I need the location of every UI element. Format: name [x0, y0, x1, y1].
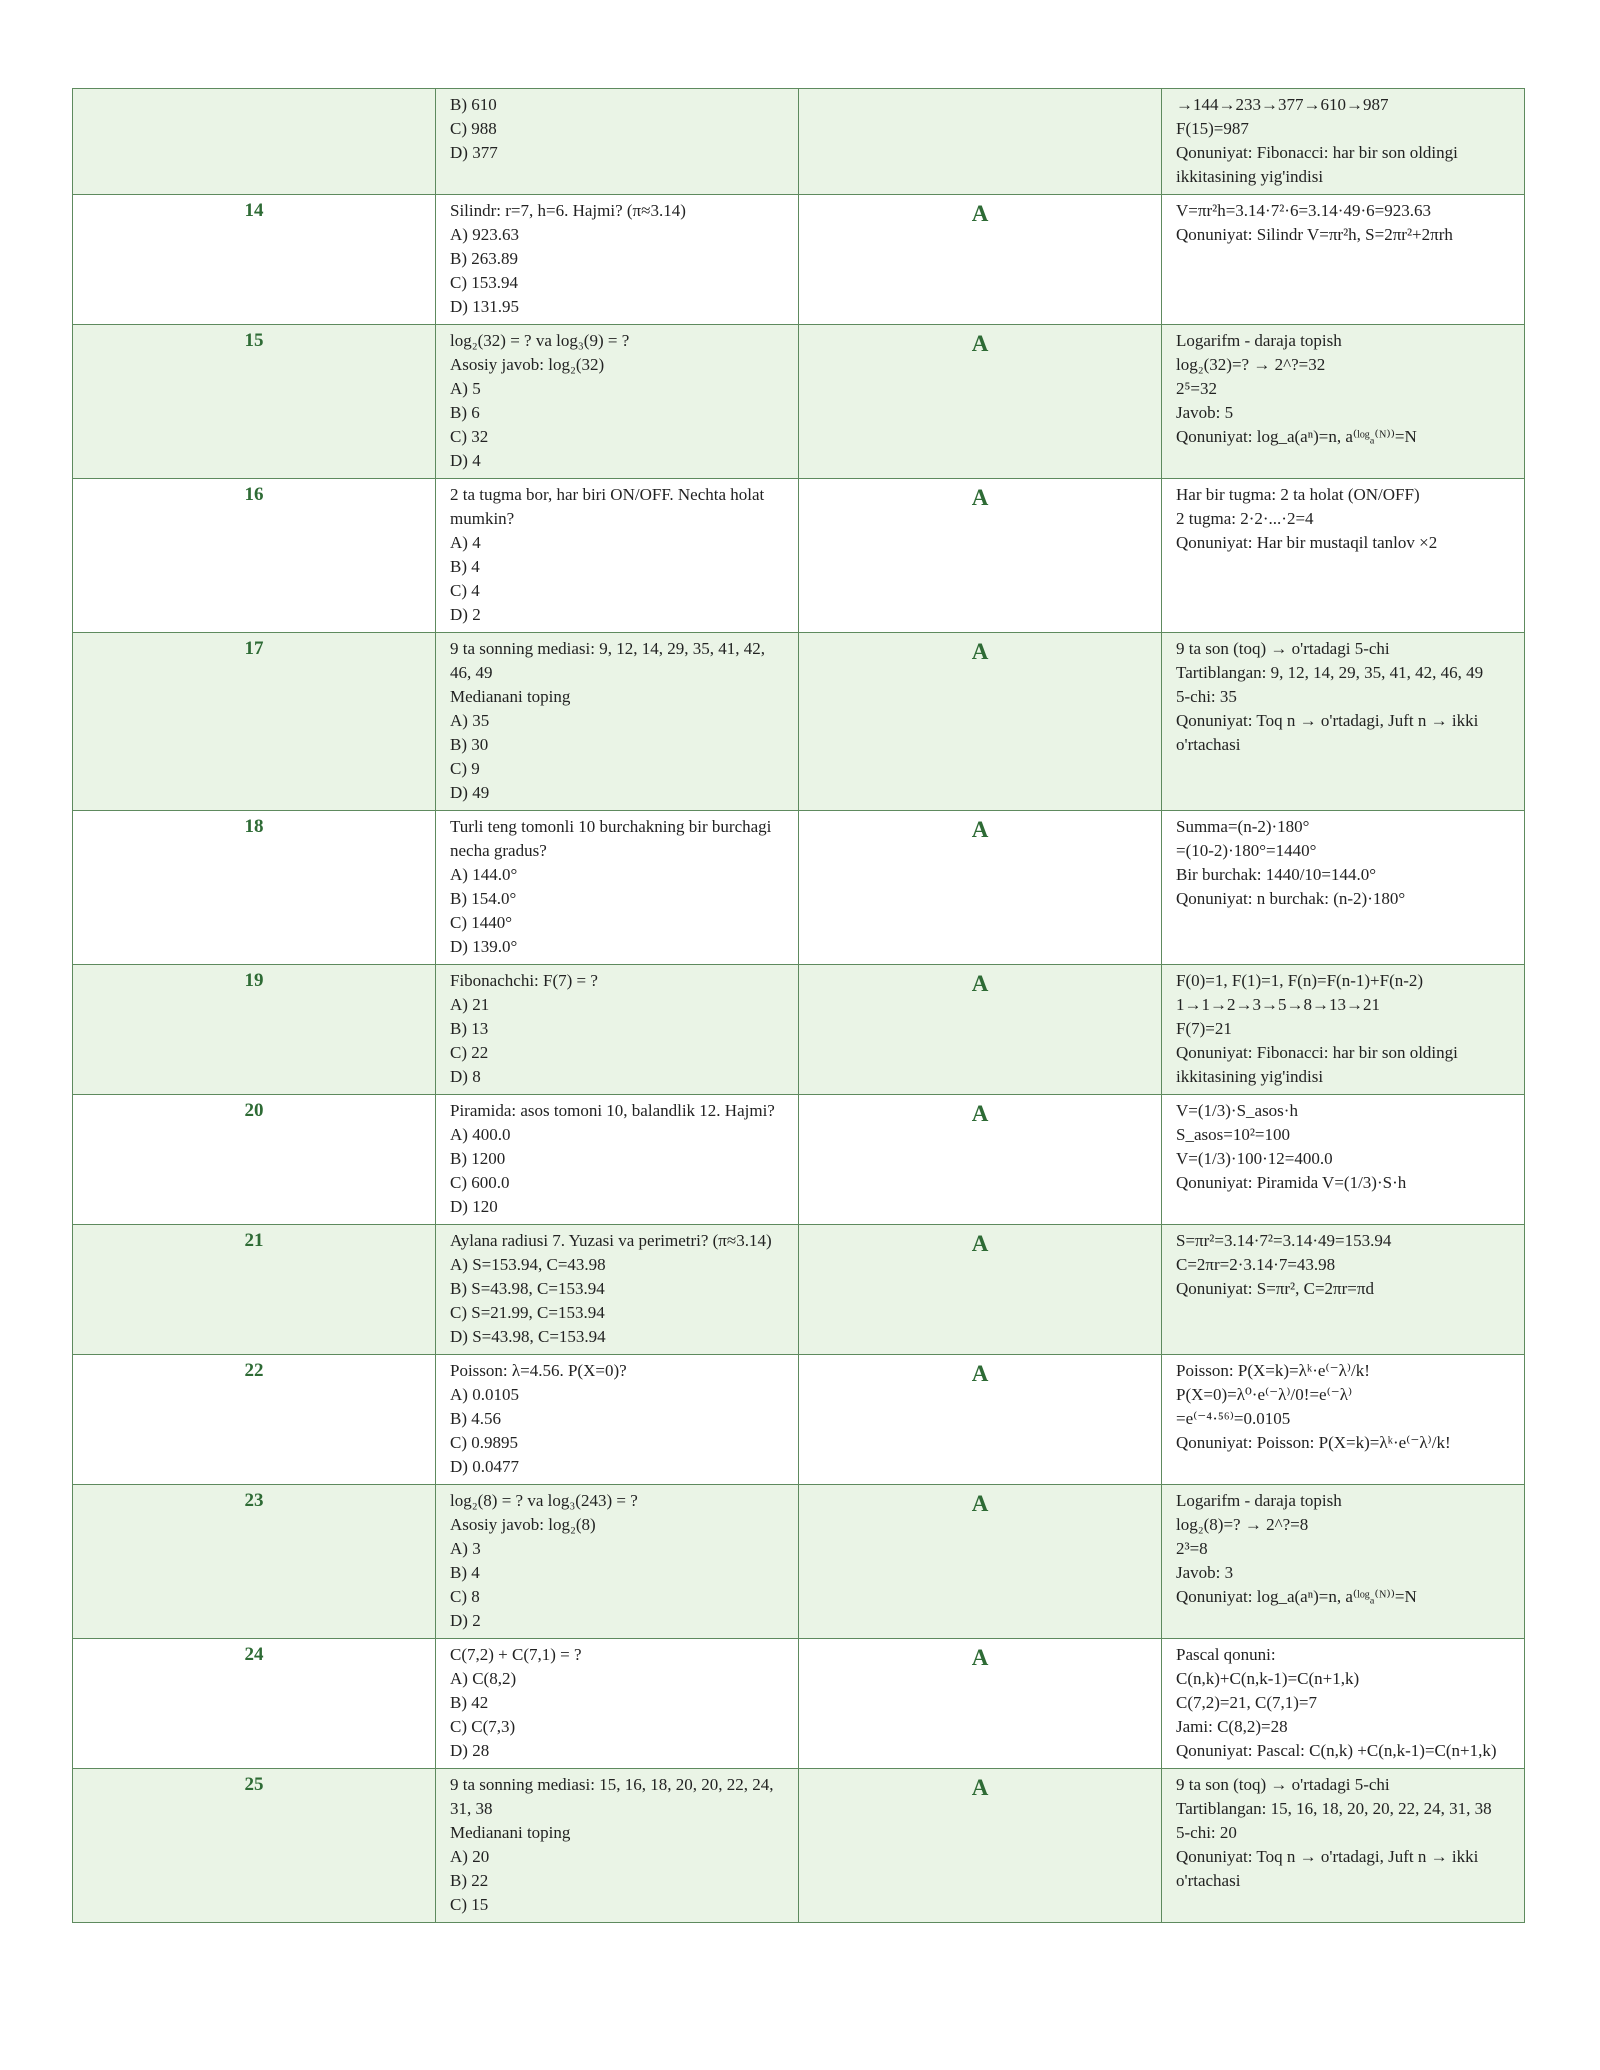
question-line: A) 3 [450, 1539, 481, 1558]
explanation-line: Qonuniyat: Silindr V=πr²h, S=2πr²+2πrh [1176, 225, 1453, 244]
question-cell [436, 1769, 799, 1923]
explanation-line: F(15)=987 [1176, 119, 1249, 138]
explanation-line: Har bir tugma: 2 ta holat (ON/OFF) [1176, 485, 1420, 504]
table-row [73, 1355, 1525, 1485]
answer-table-body [73, 89, 1525, 1923]
explanation-line: 2 tugma: 2·2·...·2=4 [1176, 509, 1314, 528]
correct-answer: A [799, 633, 1162, 811]
explanation-cell [1162, 89, 1525, 195]
question-line: C) 4 [450, 581, 480, 600]
question-line: C) 15 [450, 1895, 489, 1914]
question-line: D) 2 [450, 605, 481, 624]
correct-answer: A [799, 811, 1162, 965]
explanation-line: P(X=0)=λ⁰·e⁽⁻λ⁾/0!=e⁽⁻λ⁾ [1176, 1385, 1353, 1404]
explanation-line: 9 ta son (toq) → o'rtadagi 5-chi [1176, 639, 1390, 658]
explanation-cell [1162, 325, 1525, 479]
question-number: 21 [73, 1225, 436, 1355]
question-line: B) 6 [450, 403, 480, 422]
answer-table [72, 88, 1525, 1923]
question-line: A) 400.0 [450, 1125, 511, 1144]
question-line: A) 144.0° [450, 865, 518, 884]
explanation-line: Bir burchak: 1440/10=144.0° [1176, 865, 1377, 884]
explanation-cell [1162, 1355, 1525, 1485]
question-cell [436, 1485, 799, 1639]
question-line: A) 20 [450, 1847, 490, 1866]
question-line: B) 13 [450, 1019, 489, 1038]
question-line: B) 154.0° [450, 889, 517, 908]
question-line: B) 42 [450, 1693, 489, 1712]
explanation-line: S=πr²=3.14·7²=3.14·49=153.94 [1176, 1231, 1392, 1250]
explanation-line: log₂(32)=? → 2^?=32 [1176, 355, 1326, 374]
explanation-line: Tartiblangan: 15, 16, 18, 20, 20, 22, 24, 31, 38 [1176, 1799, 1492, 1818]
explanation-line: Tartiblangan: 9, 12, 14, 29, 35, 41, 42, 46, 49 [1176, 663, 1484, 682]
question-line: Medianani toping [450, 687, 571, 706]
question-line: C(7,2) + C(7,1) = ? [450, 1645, 582, 1664]
table-row [73, 811, 1525, 965]
explanation-line: F(7)=21 [1176, 1019, 1232, 1038]
question-line: B) 4.56 [450, 1409, 501, 1428]
question-line: 9 ta sonning mediasi: 15, 16, 18, 20, 20, 22, 24, 31, 38 [450, 1775, 774, 1818]
question-line: Asosiy javob: log₂(32) [450, 355, 605, 374]
question-line: C) 600.0 [450, 1173, 510, 1192]
explanation-line: 2⁵=32 [1176, 379, 1218, 398]
explanation-line: Qonuniyat: Piramida V=(1/3)·S·h [1176, 1173, 1407, 1192]
question-cell [436, 325, 799, 479]
question-line: A) 0.0105 [450, 1385, 519, 1404]
explanation-line: C(7,2)=21, C(7,1)=7 [1176, 1693, 1317, 1712]
question-line: D) 0.0477 [450, 1457, 519, 1476]
question-line: Silindr: r=7, h=6. Hajmi? (π≈3.14) [450, 201, 686, 220]
question-cell [436, 633, 799, 811]
question-line: 2 ta tugma bor, har biri ON/OFF. Nechta holat mumkin? [450, 485, 765, 528]
question-cell [436, 479, 799, 633]
question-number: 14 [73, 195, 436, 325]
explanation-line: Qonuniyat: Fibonacci: har bir son oldingi ikkitasining yig'indisi [1176, 143, 1458, 186]
correct-answer: A [799, 1485, 1162, 1639]
question-line: D) 28 [450, 1741, 490, 1760]
question-line: A) 21 [450, 995, 490, 1014]
explanation-line: Summa=(n-2)·180° [1176, 817, 1310, 836]
question-line: C) 153.94 [450, 273, 518, 292]
explanation-line: log₂(8)=? → 2^?=8 [1176, 1515, 1309, 1534]
explanation-line: V=πr²h=3.14·7²·6=3.14·49·6=923.63 [1176, 201, 1431, 220]
question-line: A) C(8,2) [450, 1669, 517, 1688]
explanation-cell [1162, 479, 1525, 633]
question-line: D) 139.0° [450, 937, 518, 956]
question-line: B) 4 [450, 1563, 480, 1582]
correct-answer: A [799, 1355, 1162, 1485]
question-line: Fibonachchi: F(7) = ? [450, 971, 598, 990]
explanation-line: →144→233→377→610→987 [1176, 95, 1389, 114]
question-number: 15 [73, 325, 436, 479]
question-number: 25 [73, 1769, 436, 1923]
question-line: B) 263.89 [450, 249, 518, 268]
explanation-line: =e⁽⁻⁴·⁵⁶⁾=0.0105 [1176, 1409, 1291, 1428]
correct-answer: A [799, 1769, 1162, 1923]
question-line: Piramida: asos tomoni 10, balandlik 12. Hajmi? [450, 1101, 775, 1120]
question-number [73, 89, 436, 195]
explanation-cell [1162, 633, 1525, 811]
question-line: A) 923.63 [450, 225, 519, 244]
correct-answer: A [799, 479, 1162, 633]
explanation-line: S_asos=10²=100 [1176, 1125, 1291, 1144]
explanation-line: Qonuniyat: Har bir mustaqil tanlov ×2 [1176, 533, 1438, 552]
question-line: B) 1200 [450, 1149, 506, 1168]
explanation-line: Qonuniyat: Fibonacci: har bir son oldingi ikkitasining yig'indisi [1176, 1043, 1458, 1086]
table-row [73, 633, 1525, 811]
question-line: D) 8 [450, 1067, 481, 1086]
table-row [73, 1639, 1525, 1769]
question-number: 17 [73, 633, 436, 811]
question-cell [436, 1095, 799, 1225]
question-number: 24 [73, 1639, 436, 1769]
question-line: D) 2 [450, 1611, 481, 1630]
question-line: log₂(32) = ? va log₃(9) = ? [450, 331, 630, 350]
table-row [73, 965, 1525, 1095]
explanation-line: 9 ta son (toq) → o'rtadagi 5-chi [1176, 1775, 1390, 1794]
table-row [73, 479, 1525, 633]
explanation-cell [1162, 965, 1525, 1095]
table-row [73, 195, 1525, 325]
question-line: D) 49 [450, 783, 490, 802]
question-cell [436, 965, 799, 1095]
question-line: B) 22 [450, 1871, 489, 1890]
table-row [73, 1485, 1525, 1639]
table-row [73, 89, 1525, 195]
question-line: Turli teng tomonli 10 burchakning bir burchagi necha gradus? [450, 817, 772, 860]
explanation-line: F(0)=1, F(1)=1, F(n)=F(n-1)+F(n-2) [1176, 971, 1424, 990]
explanation-line: Poisson: P(X=k)=λᵏ·e⁽⁻λ⁾/k! [1176, 1361, 1370, 1380]
question-line: Asosiy javob: log₂(8) [450, 1515, 596, 1534]
explanation-line: Qonuniyat: Toq n → o'rtadagi, Juft n → ikki o'rtachasi [1176, 1847, 1479, 1890]
question-number: 19 [73, 965, 436, 1095]
correct-answer: A [799, 1639, 1162, 1769]
explanation-cell [1162, 1485, 1525, 1639]
question-line: A) 35 [450, 711, 490, 730]
explanation-cell [1162, 1225, 1525, 1355]
correct-answer: A [799, 325, 1162, 479]
question-line: B) 4 [450, 557, 480, 576]
explanation-line: Qonuniyat: log_a(aⁿ)=n, a⁽ˡᵒᵍₐ⁽ᴺ⁾⁾=N [1176, 427, 1417, 446]
question-cell [436, 1225, 799, 1355]
question-line: C) 0.9895 [450, 1433, 518, 1452]
question-line: A) 4 [450, 533, 481, 552]
question-line: B) 30 [450, 735, 489, 754]
explanation-line: Logarifm - daraja topish [1176, 1491, 1342, 1510]
explanation-line: Qonuniyat: n burchak: (n-2)·180° [1176, 889, 1406, 908]
explanation-line: C(n,k)+C(n,k-1)=C(n+1,k) [1176, 1669, 1360, 1688]
question-line: A) S=153.94, C=43.98 [450, 1255, 606, 1274]
explanation-cell [1162, 1639, 1525, 1769]
explanation-line: V=(1/3)·S_asos·h [1176, 1101, 1298, 1120]
explanation-line: Pascal qonuni: [1176, 1645, 1276, 1664]
table-row [73, 1225, 1525, 1355]
table-row [73, 325, 1525, 479]
question-line: D) 131.95 [450, 297, 519, 316]
question-line: C) S=21.99, C=153.94 [450, 1303, 605, 1322]
explanation-line: Qonuniyat: Poisson: P(X=k)=λᵏ·e⁽⁻λ⁾/k! [1176, 1433, 1451, 1452]
explanation-line: 5-chi: 20 [1176, 1823, 1237, 1842]
question-line: C) 22 [450, 1043, 489, 1062]
question-line: B) 610 [450, 95, 497, 114]
question-line: C) 9 [450, 759, 480, 778]
question-line: D) S=43.98, C=153.94 [450, 1327, 606, 1346]
question-cell [436, 1639, 799, 1769]
explanation-cell [1162, 811, 1525, 965]
correct-answer [799, 89, 1162, 195]
explanation-line: V=(1/3)·100·12=400.0 [1176, 1149, 1333, 1168]
question-line: D) 377 [450, 143, 498, 162]
explanation-line: Javob: 5 [1176, 403, 1234, 422]
correct-answer: A [799, 1225, 1162, 1355]
explanation-line: 1→1→2→3→5→8→13→21 [1176, 995, 1380, 1014]
correct-answer: A [799, 195, 1162, 325]
question-number: 23 [73, 1485, 436, 1639]
explanation-line: 5-chi: 35 [1176, 687, 1237, 706]
question-line: Poisson: λ=4.56. P(X=0)? [450, 1361, 627, 1380]
question-line: C) 32 [450, 427, 489, 446]
question-cell [436, 89, 799, 195]
question-line: Aylana radiusi 7. Yuzasi va perimetri? (π≈3.14) [450, 1231, 772, 1250]
explanation-cell [1162, 195, 1525, 325]
question-number: 18 [73, 811, 436, 965]
question-cell [436, 195, 799, 325]
question-number: 16 [73, 479, 436, 633]
explanation-line: Qonuniyat: S=πr², C=2πr=πd [1176, 1279, 1374, 1298]
question-line: log₂(8) = ? va log₃(243) = ? [450, 1491, 638, 1510]
explanation-cell [1162, 1095, 1525, 1225]
explanation-line: =(10-2)·180°=1440° [1176, 841, 1317, 860]
explanation-line: Qonuniyat: log_a(aⁿ)=n, a⁽ˡᵒᵍₐ⁽ᴺ⁾⁾=N [1176, 1587, 1417, 1606]
question-line: 9 ta sonning mediasi: 9, 12, 14, 29, 35, 41, 42, 46, 49 [450, 639, 765, 682]
question-line: C) 988 [450, 119, 497, 138]
table-row [73, 1095, 1525, 1225]
question-line: D) 4 [450, 451, 481, 470]
explanation-line: Logarifm - daraja topish [1176, 331, 1342, 350]
question-line: A) 5 [450, 379, 481, 398]
question-number: 20 [73, 1095, 436, 1225]
explanation-line: Javob: 3 [1176, 1563, 1234, 1582]
explanation-line: 2³=8 [1176, 1539, 1208, 1558]
question-line: Medianani toping [450, 1823, 571, 1842]
question-line: B) S=43.98, C=153.94 [450, 1279, 605, 1298]
question-line: C) 1440° [450, 913, 513, 932]
explanation-line: Jami: C(8,2)=28 [1176, 1717, 1288, 1736]
question-line: C) C(7,3) [450, 1717, 516, 1736]
table-row [73, 1769, 1525, 1923]
question-line: C) 8 [450, 1587, 480, 1606]
question-number: 22 [73, 1355, 436, 1485]
explanation-line: C=2πr=2·3.14·7=43.98 [1176, 1255, 1336, 1274]
question-cell [436, 811, 799, 965]
correct-answer: A [799, 1095, 1162, 1225]
explanation-line: Qonuniyat: Pascal: C(n,k) +C(n,k-1)=C(n+1,k) [1176, 1741, 1497, 1760]
question-line: D) 120 [450, 1197, 498, 1216]
explanation-cell [1162, 1769, 1525, 1923]
explanation-line: Qonuniyat: Toq n → o'rtadagi, Juft n → ikki o'rtachasi [1176, 711, 1479, 754]
question-cell [436, 1355, 799, 1485]
correct-answer: A [799, 965, 1162, 1095]
